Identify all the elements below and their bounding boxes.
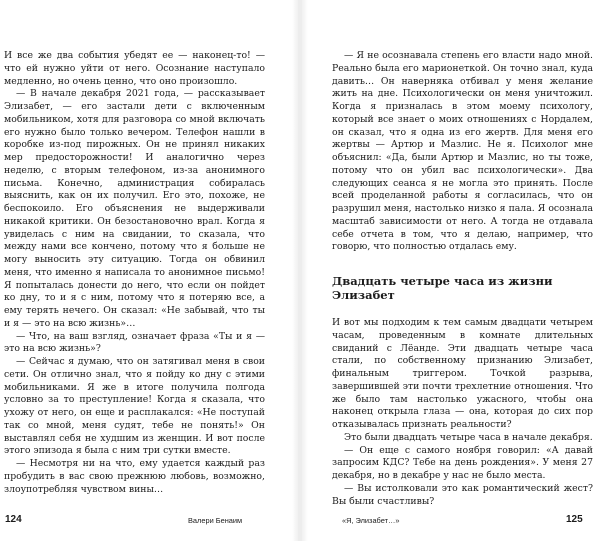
- page-number: 125: [566, 514, 583, 525]
- left-page-text: [4, 50, 265, 496]
- gutter-shadow: [302, 0, 308, 541]
- left-page: [0, 0, 298, 541]
- running-head: Валери Бенаим: [188, 516, 243, 525]
- right-page: [302, 0, 600, 541]
- paragraph: — Сейчас я думаю, что он затягивал меня в свои сети. Он отлично знал, что я пойду ко дну с этими мобильниками. Я же в итоге получила полгода условно за то преступление! Когда я сказала, что ухожу от него, он еще и расплакался: «Не поступай так со мной, меня судят, тебе не понять!» Он выставлял себя не худшим из женщин. И вот после этого эпизода я была с ним три сутки вместе.: [4, 356, 265, 457]
- paragraph: — Вы истолковали это как романтический жест? Вы были счастливы?: [332, 482, 593, 507]
- right-page-text: [332, 50, 593, 508]
- running-head: «Я, Элизабет…»: [342, 516, 400, 525]
- section-heading: Двадцать четыре часа из жизни Элизабет: [332, 274, 553, 302]
- paragraph: — Несмотря ни на что, ему удается каждый раз пробудить в вас свою прежнюю любовь, возможно, злоупотребляя чувством вины…: [4, 458, 265, 495]
- paragraph: — Он еще с самого ноября говорил: «А давай запросим КДС? Тебе на день рождения». У меня 27 декабря, но в декабре у нас не было места.: [332, 444, 593, 481]
- paragraph: — В начале декабря 2021 года, — рассказывает Элизабет, — его застали дети с включенным мобильником, хотя для разговора со мной включать его нужно было только вечером. Телефон нашли в коробке из-под пирожных. Он не принял никаких мер предосторожности! И аналогично через неделю, с вторым телефоном, из-за анонимного письма. Конечно, администрация собиралась выяснить, как он их получил. Его это, похоже, не беспокоило. Его объяснения не выдерживали никакой критики. Он безостановочно врал. Когда я увиделась с ним на свидании, то сказала, что между нами все кончено, потому что я больше не могу выносить эту ситуацию. Тогда он обвинил меня, что именно я написала то анонимное письмо! Я попыталась донести до него, что если он пойдет ко дну, то и я с ним, потому что я потеряю все, а ему терять нечего. Он сказал: «Не забывай, что ты и я — это на всю жизнь»…: [4, 88, 265, 329]
- paragraph: Это были двадцать четыре часа в начале декабря.: [344, 431, 593, 443]
- paragraph: И вот мы подходим к тем самым двадцати четырем часам, проведенным в комнате длительных свиданий с Лёанде. Эти двадцать четыре часа стали, по собственному признанию Элизабет, финальным триггером. Точкой разрыва, завершившей эти почти трехлетние отношения. Что же было там настолько ужасного, чтобы она наконец открыла глаза — она, которая до сих пор отказывалась признать реальности?: [332, 317, 593, 430]
- page-number: 124: [5, 514, 22, 525]
- paragraph: — Я не осознавала степень его власти надо мной. Реально была его марионеткой. Он точно знал, куда давить… Он наверняка отбивал у меня желание жить на дне. Психологически он меня уничтожил. Когда я призналась в этом моему психологу, который все знает о моих отношениях с Нордалем, он сказал, что я одна из его жертв. Для меня его жертвы — Артюр и Мазлис. Не я. Психолог мне объяснил: «Да, были Артюр и Мазлис, но ты тоже, потому что он убил вас психологически». Два следующих сеанса я не могла это принять. После всей проделанной работы я согласилась, что он разрушил меня, настолько низко я пала. Я осознала масштаб зависимости от него. А тогда не отдавала себе отчета в том, что я делаю, например, что говорю, что полностью отдалась ему.: [332, 50, 593, 253]
- gutter-shadow: [292, 0, 298, 541]
- paragraph: И все же два события убедят ее — наконец-то! — что ей нужно уйти от него. Осознание наступало медленно, но очень ценно, что оно произошло.: [4, 50, 265, 87]
- paragraph: — Что, на ваш взгляд, означает фраза «Ты и я — это на всю жизнь»?: [4, 330, 265, 355]
